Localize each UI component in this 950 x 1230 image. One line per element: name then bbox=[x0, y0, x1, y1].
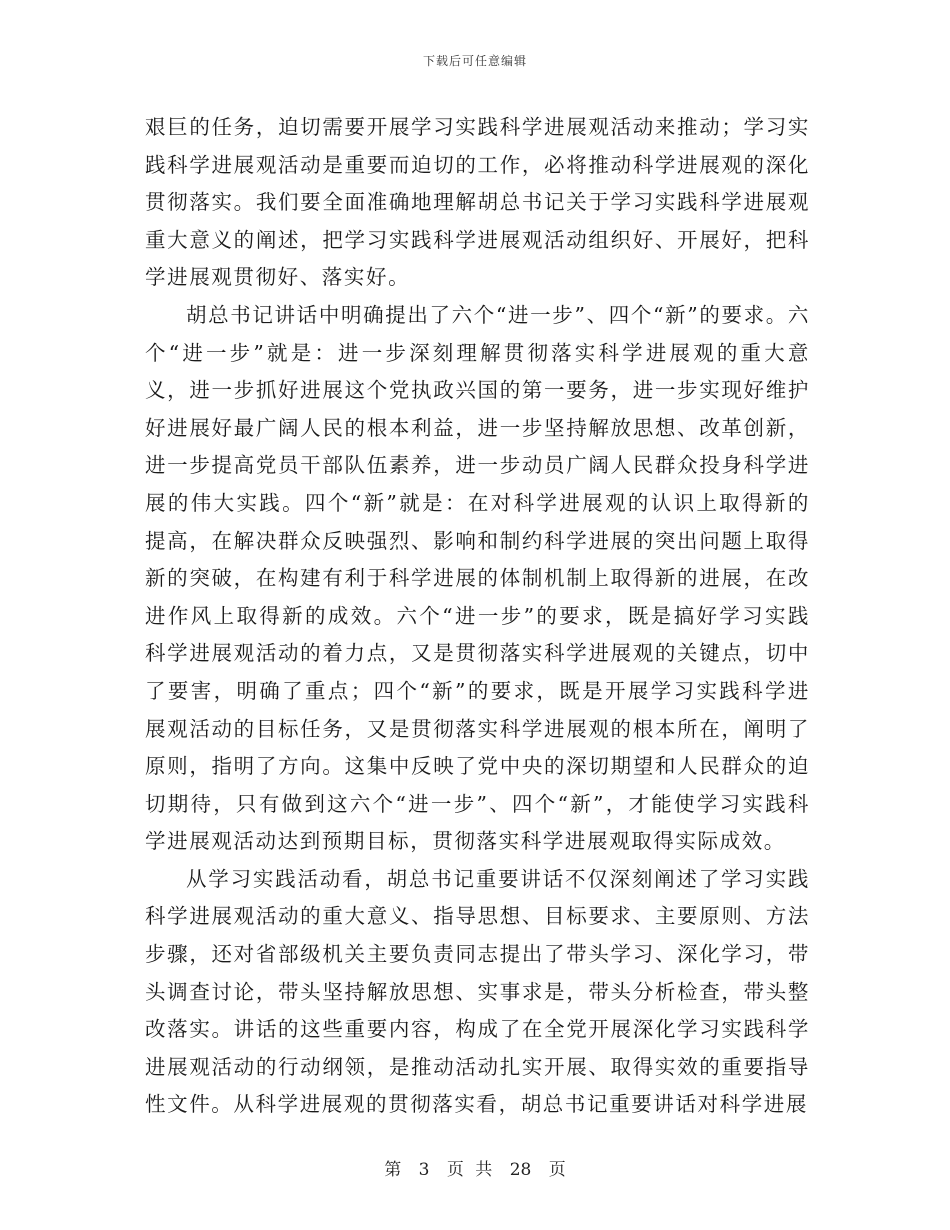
footer-page-number: 3 bbox=[418, 1160, 430, 1180]
footer-total-pages: 28 bbox=[509, 1160, 532, 1180]
paragraph-3: 从学习实践活动看，胡总书记重要讲话不仅深刻阐述了学习实践科学进展观活动的重大意义、指导思想、目标要求、主要原则、方法步骤，还对省部级机关主要负责同志提出了带头学习、深化学习，带头调查讨论，带头坚持解放思想、实事求是，带头分析检查，带头整改落实。讲话的这些重要内容，构成了在全党开展深化学习实践科学进展观活动的行动纲领，是推动活动扎实开展、取得实效的重要指导性文件。从科学进展观的贯彻落实看，胡总书记重要讲话对科学进展 bbox=[145, 866, 810, 1117]
paragraph-1: 艰巨的任务，迫切需要开展学习实践科学进展观活动来推动；学习实践科学进展观活动是重要而迫切的工作，必将推动科学进展观的深化贯彻落实。我们要全面准确地理解胡总书记关于学习实践科学进展观重大意义的阐述，把学习实践科学进展观活动组织好、开展好，把科学进展观贯彻好、落实好。 bbox=[145, 115, 810, 290]
page-footer bbox=[0, 1155, 950, 1180]
page-header: 下载后可任意编辑 bbox=[422, 54, 527, 68]
document-body bbox=[145, 109, 810, 1124]
footer-middle: 页 共 bbox=[446, 1160, 493, 1180]
footer-suffix: 页 bbox=[548, 1160, 566, 1180]
paragraph-2: 胡总书记讲话中明确提出了六个“进一步”、四个“新”的要求。六个“进一步”就是：进一步深刻理解贯彻落实科学进展观的重大意义，进一步抓好进展这个党执政兴国的第一要务，进一步实现好维护好进展好最广阔人民的根本利益，进一步坚持解放思想、改革创新，进一步提高党员干部队伍素养，进一步动员广阔人民群众投身科学进展的伟大实践。四个“新”就是：在对科学进展观的认识上取得新的提高，在解决群众反映强烈、影响和制约科学进展的突出问题上取得新的突破，在构建有利于科学进展的体制机制上取得新的进展，在改进作风上取得新的成效。六个“进一步”的要求，既是搞好学习实践科学进展观活动的着力点，又是贯彻落实科学进展观的关键点，切中了要害，明确了重点；四个“新”的要求，既是开展学习实践科学进展观活动的目标任务，又是贯彻落实科学进展观的根本所在，阐明了原则，指明了方向。这集中反映了党中央的深切期望和人民群众的迫切期待，只有做到这六个“进一步”、四个“新”，才能使学习实践科学进展观活动达到预期目标，贯彻落实科学进展观取得实际成效。 bbox=[145, 302, 810, 854]
footer-prefix: 第 bbox=[384, 1160, 402, 1180]
